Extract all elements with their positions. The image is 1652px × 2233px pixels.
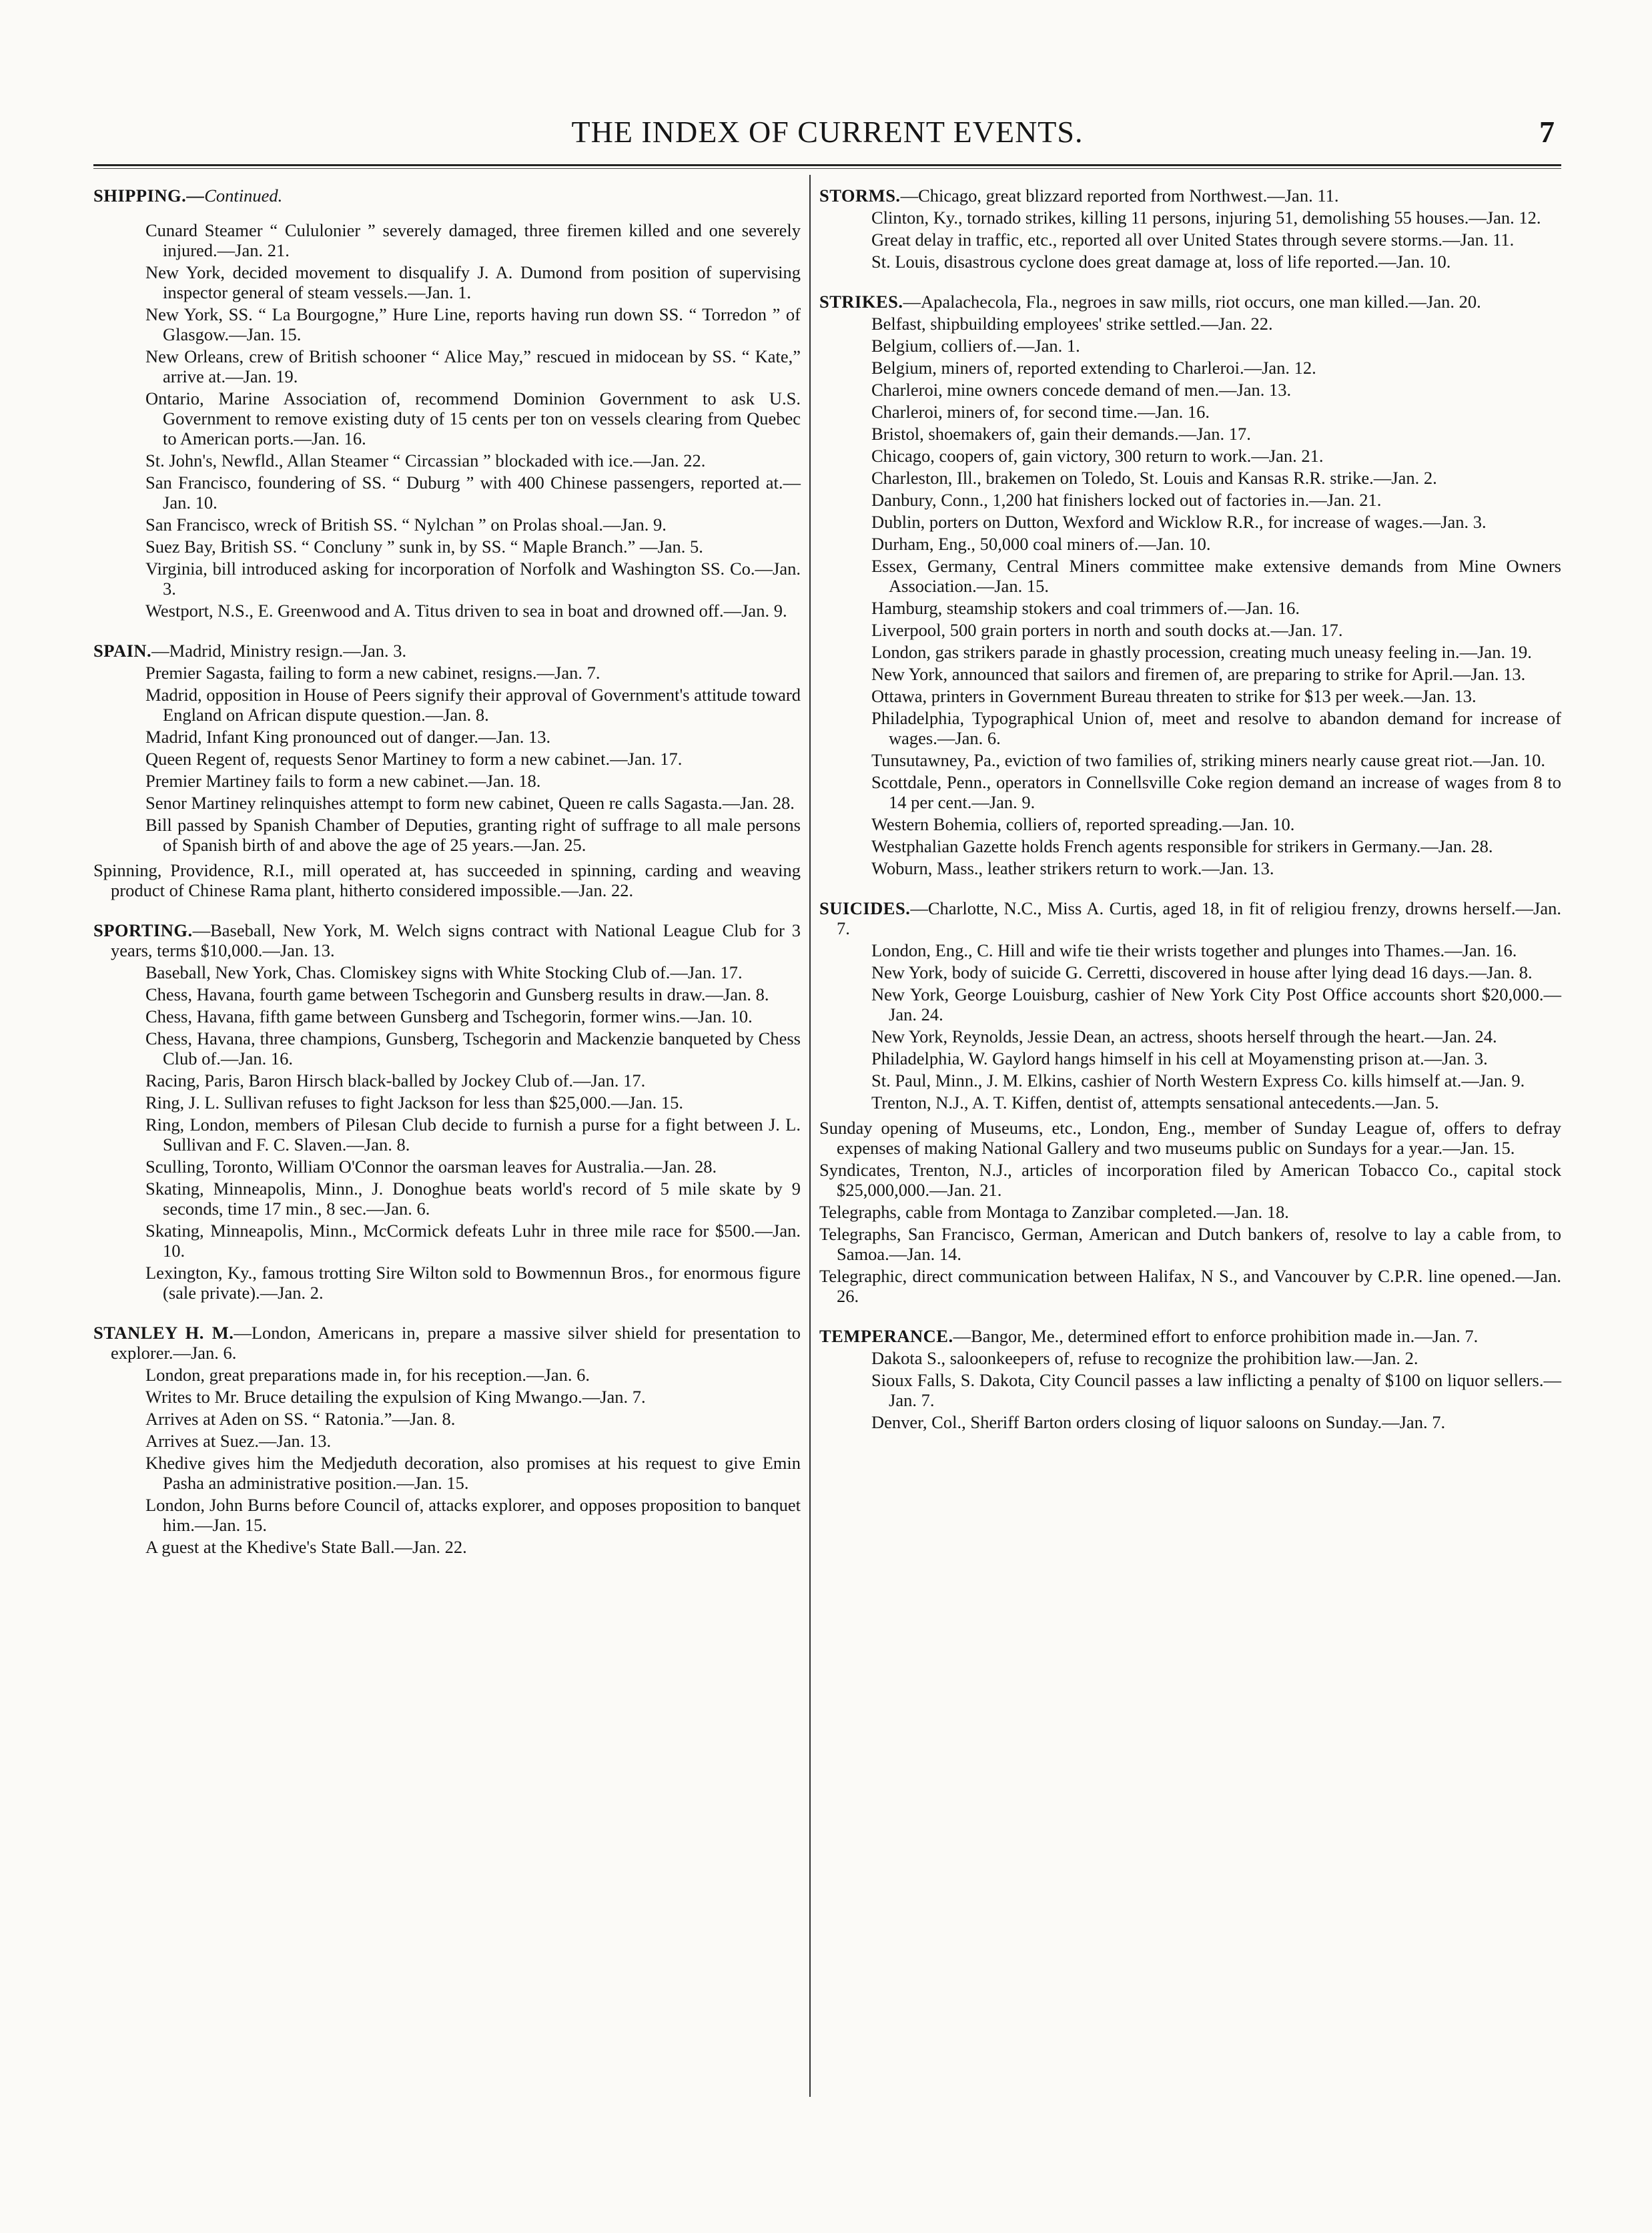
- section-heading: [819, 898, 1561, 938]
- index-entry: Bristol, shoemakers of, gain their demands.—Jan. 17.: [871, 424, 1251, 444]
- index-entry: Skating, Minneapolis, Minn., J. Donoghue beats world's record of 5 mile skate by 9 seconds, time 17 min., 8 sec.—Jan. 6.: [145, 1179, 801, 1219]
- index-entry: New York, Reynolds, Jessie Dean, an actress, shoots herself through the heart.—Jan. 24.: [871, 1026, 1497, 1046]
- heading-text: —Apalachecola, Fla., negroes in saw mills, riot occurs, one man killed.—Jan. 20.: [903, 292, 1481, 312]
- index-entry: Queen Regent of, requests Senor Martiney to form a new cabinet.—Jan. 17.: [145, 749, 683, 769]
- index-entry: Philadelphia, Typographical Union of, meet and resolve to abandon demand for increase of wages.—Jan. 6.: [871, 708, 1561, 748]
- index-entry: Great delay in traffic, etc., reported all over United States through severe storms.—Jan. 11.: [871, 230, 1515, 250]
- index-entry: Writes to Mr. Bruce detailing the expulsion of King Mwango.—Jan. 7.: [145, 1387, 646, 1407]
- index-entry: Chess, Havana, fourth game between Tschegorin and Gunsberg results in draw.—Jan. 8.: [145, 984, 769, 1004]
- index-entry: Denver, Col., Sheriff Barton orders closing of liquor saloons on Sunday.—Jan. 7.: [871, 1412, 1446, 1432]
- index-entry: Baseball, New York, Chas. Clomiskey signs with White Stocking Club of.—Jan. 17.: [145, 962, 743, 982]
- index-entry: Suez Bay, British SS. “ Concluny ” sunk in, by SS. “ Maple Branch.” —Jan. 5.: [145, 537, 703, 557]
- section-strikes: [819, 292, 1561, 878]
- index-entry: Charleroi, mine owners concede demand of men.—Jan. 13.: [871, 380, 1292, 400]
- heading-text: —Charlotte, N.C., Miss A. Curtis, aged 18, in fit of religiou frenzy, drowns herself.—Jan. 7.: [837, 898, 1561, 938]
- index-entry: Westphalian Gazette holds French agents responsible for strikers in Germany.—Jan. 28.: [871, 836, 1493, 856]
- index-entry: Woburn, Mass., leather strikers return to work.—Jan. 13.: [871, 858, 1274, 878]
- section-shipping: [93, 186, 801, 621]
- index-entry: San Francisco, wreck of British SS. “ Nylchan ” on Prolas shoal.—Jan. 9.: [145, 515, 667, 535]
- index-entry: Danbury, Conn., 1,200 hat finishers locked out of factories in.—Jan. 21.: [871, 490, 1382, 510]
- section-heading: [93, 186, 801, 206]
- page-header: [93, 112, 1561, 152]
- index-entry: Westport, N.S., E. Greenwood and A. Titus driven to sea in boat and drowned off.—Jan. 9.: [145, 601, 787, 621]
- section-storms: [819, 186, 1561, 272]
- index-entry: Charleroi, miners of, for second time.—Jan. 16.: [871, 402, 1210, 422]
- index-entry: St. John's, Newfld., Allan Steamer “ Circassian ” blockaded with ice.—Jan. 22.: [145, 450, 706, 470]
- index-entry: New York, George Louisburg, cashier of New York City Post Office accounts short $20,000.—Jan. 24.: [871, 984, 1561, 1024]
- index-entry: London, great preparations made in, for his reception.—Jan. 6.: [145, 1365, 590, 1385]
- index-entry: Madrid, Infant King pronounced out of danger.—Jan. 13.: [145, 727, 551, 747]
- index-entry: London, gas strikers parade in ghastly procession, creating much uneasy feeling in.—Jan. 19.: [871, 642, 1532, 662]
- column-divider: [809, 175, 811, 2097]
- index-entry: Dublin, porters on Dutton, Wexford and Wicklow R.R., for increase of wages.—Jan. 3.: [871, 512, 1487, 532]
- index-entry: Belfast, shipbuilding employees' strike settled.—Jan. 22.: [871, 314, 1273, 334]
- heading-text: —Chicago, great blizzard reported from Northwest.—Jan. 11.: [900, 186, 1339, 206]
- heading-label: STORMS.: [819, 186, 901, 206]
- index-entry: St. Paul, Minn., J. M. Elkins, cashier of North Western Express Co. kills himself at.—Jan. 9.: [871, 1070, 1525, 1090]
- index-entry: Ontario, Marine Association of, recommend Dominion Government to ask U.S. Government to remove existing duty of 15 cents per ton on vessels clearing from Quebec to American ports.—Jan. 16.: [145, 388, 801, 448]
- index-entry-telegraphs: Telegraphs, San Francisco, German, American and Dutch bankers of, resolve to lay a cable from, to Samoa.—Jan. 14.: [819, 1224, 1561, 1264]
- index-entry: Madrid, opposition in House of Peers signify their approval of Government's attitude toward England on African dispute question.—Jan. 8.: [145, 685, 801, 725]
- index-entry: Sculling, Toronto, William O'Connor the oarsman leaves for Australia.—Jan. 28.: [145, 1157, 717, 1177]
- index-entry: Belgium, colliers of.—Jan. 1.: [871, 336, 1080, 356]
- heading-label: STRIKES.: [819, 292, 903, 312]
- heading-label: SPAIN.: [93, 641, 152, 661]
- index-entry: Chicago, coopers of, gain victory, 300 return to work.—Jan. 21.: [871, 446, 1324, 466]
- left-column: [93, 186, 801, 1577]
- section-heading: [819, 1326, 1561, 1346]
- index-entry: Premier Martiney fails to form a new cabinet.—Jan. 18.: [145, 771, 541, 791]
- index-entry: Senor Martiney relinquishes attempt to form new cabinet, Queen re calls Sagasta.—Jan. 28.: [145, 793, 795, 813]
- index-entry: Ottawa, printers in Government Bureau threaten to strike for $13 per week.—Jan. 13.: [871, 686, 1477, 706]
- section-heading: [93, 1323, 801, 1363]
- index-entry: Scottdale, Penn., operators in Connellsville Coke region demand an increase of wages from 8 to 14 per cent.—Jan. 9.: [871, 772, 1561, 812]
- index-entry: Charleston, Ill., brakemen on Toledo, St. Louis and Kansas R.R. strike.—Jan. 2.: [871, 468, 1437, 488]
- index-entry: Chess, Havana, fifth game between Gunsberg and Tschegorin, former wins.—Jan. 10.: [145, 1006, 753, 1026]
- index-entry: New York, body of suicide G. Cerretti, discovered in house after lying dead 16 days.—Jan. 8.: [871, 962, 1533, 982]
- heading-label: TEMPERANCE.: [819, 1326, 953, 1346]
- index-entry: Sioux Falls, S. Dakota, City Council passes a law inflicting a penalty of $100 on liquor sellers.—Jan. 7.: [871, 1370, 1561, 1410]
- index-entry: Premier Sagasta, failing to form a new cabinet, resigns.—Jan. 7.: [145, 663, 600, 683]
- index-entry-telegraphs: Telegraphs, cable from Montaga to Zanzibar completed.—Jan. 18.: [819, 1202, 1289, 1222]
- index-entry: Ring, J. L. Sullivan refuses to fight Jackson for less than $25,000.—Jan. 15.: [145, 1092, 683, 1112]
- index-entry: Trenton, N.J., A. T. Kiffen, dentist of, attempts sensational antecedents.—Jan. 5.: [871, 1092, 1439, 1112]
- heading-label: SHIPPING.—: [93, 186, 205, 206]
- index-entry: Belgium, miners of, reported extending to Charleroi.—Jan. 12.: [871, 358, 1316, 378]
- index-entry: London, Eng., C. Hill and wife tie their wrists together and plunges into Thames.—Jan. 16.: [871, 940, 1517, 960]
- index-entry: New Orleans, crew of British schooner “ Alice May,” rescued in midocean by SS. “ Kate,” arrive at.—Jan. 19.: [145, 346, 801, 386]
- section-sporting: [93, 920, 801, 1303]
- heading-label: SUICIDES.: [819, 898, 911, 918]
- index-entry: Arrives at Aden on SS. “ Ratonia.”—Jan. 8.: [145, 1409, 456, 1429]
- header-rule: [93, 164, 1561, 166]
- index-entry: Ring, London, members of Pilesan Club decide to furnish a purse for a fight between J. L. Sullivan and F. C. Slaven.—Jan. 8.: [145, 1114, 801, 1155]
- index-entry-sunday-opening: Sunday opening of Museums, etc., London, Eng., member of Sunday League of, offers to defray expenses of making National Gallery and two museums public on Sundays for a year.—Jan. 15.: [819, 1118, 1561, 1158]
- heading-text: —Bangor, Me., determined effort to enforce prohibition made in.—Jan. 7.: [953, 1326, 1479, 1346]
- index-entry: Cunard Steamer “ Cululonier ” severely damaged, three firemen killed and one severely injured.—Jan. 21.: [145, 220, 801, 260]
- index-entry: Virginia, bill introduced asking for incorporation of Norfolk and Washington SS. Co.—Jan. 3.: [145, 559, 801, 599]
- index-entry: St. Louis, disastrous cyclone does great damage at, loss of life reported.—Jan. 10.: [871, 252, 1451, 272]
- index-entry: Lexington, Ky., famous trotting Sire Wilton sold to Bowmennun Bros., for enormous figure (sale private).—Jan. 2.: [145, 1263, 801, 1303]
- section-heading: [819, 292, 1561, 312]
- continued-label: Continued.: [204, 186, 283, 206]
- section-heading: [819, 186, 1561, 206]
- index-entry: Clinton, Ky., tornado strikes, killing 11 persons, injuring 51, demolishing 55 houses.—Jan. 12.: [871, 208, 1541, 228]
- index-entry: Bill passed by Spanish Chamber of Deputies, granting right of suffrage to all male persons of Spanish birth of and above the age of 25 years.—Jan. 25.: [145, 815, 801, 855]
- index-entry: A guest at the Khedive's State Ball.—Jan. 22.: [145, 1537, 467, 1557]
- page-number: 7: [1539, 115, 1555, 149]
- heading-label: SPORTING.: [93, 920, 193, 940]
- section-temperance: [819, 1326, 1561, 1432]
- index-entry: London, John Burns before Council of, attacks explorer, and opposes proposition to banquet him.—Jan. 15.: [145, 1495, 801, 1535]
- index-entry-spinning: Spinning, Providence, R.I., mill operated at, has succeeded in spinning, carding and weaving product of Chinese Rama plant, hitherto considered impossible.—Jan. 22.: [93, 860, 801, 900]
- index-entry: Arrives at Suez.—Jan. 13.: [145, 1431, 332, 1451]
- heading-text: —Baseball, New York, M. Welch signs contract with National League Club for 3 years, terms $10,000.—Jan. 13.: [111, 920, 801, 960]
- header-rule-thin: [93, 168, 1561, 169]
- index-entry-telegraphic: Telegraphic, direct communication between Halifax, N S., and Vancouver by C.P.R. line opened.—Jan. 26.: [819, 1266, 1561, 1306]
- index-entry: Liverpool, 500 grain porters in north and south docks at.—Jan. 17.: [871, 620, 1343, 640]
- index-entry: Hamburg, steamship stokers and coal trimmers of.—Jan. 16.: [871, 598, 1300, 618]
- section-heading: [93, 920, 801, 960]
- index-entry: Tunsutawney, Pa., eviction of two families of, striking miners nearly cause great riot.—Jan. 10.: [871, 750, 1545, 770]
- heading-label: STANLEY H. M.: [93, 1323, 234, 1343]
- index-entry: New York, announced that sailors and firemen of, are preparing to strike for April.—Jan. 13.: [871, 664, 1526, 684]
- page-title: THE INDEX OF CURRENT EVENTS.: [571, 115, 1084, 149]
- heading-text: —Madrid, Ministry resign.—Jan. 3.: [151, 641, 407, 661]
- index-entry-syndicates: Syndicates, Trenton, N.J., articles of incorporation filed by American Tobacco Co., capital stock $25,000,000.—Jan. 21.: [819, 1160, 1561, 1200]
- index-entry: Philadelphia, W. Gaylord hangs himself in his cell at Moyamensting prison at.—Jan. 3.: [871, 1048, 1488, 1068]
- section-suicides: [819, 898, 1561, 1112]
- index-entry: New York, decided movement to disqualify J. A. Dumond from position of supervising inspector general of steam vessels.—Jan. 1.: [145, 262, 801, 302]
- right-column: [819, 186, 1561, 1452]
- index-entry: Chess, Havana, three champions, Gunsberg, Tschegorin and Mackenzie banqueted by Chess Club of.—Jan. 16.: [145, 1028, 801, 1068]
- index-entry: Khedive gives him the Medjeduth decoration, also promises at his request to give Emin Pasha an administrative position.—Jan. 15.: [145, 1453, 801, 1493]
- section-heading: [93, 641, 801, 661]
- index-entry: Dakota S., saloonkeepers of, refuse to recognize the prohibition law.—Jan. 2.: [871, 1348, 1418, 1368]
- section-stanley: [93, 1323, 801, 1557]
- index-entry: Skating, Minneapolis, Minn., McCormick defeats Luhr in three mile race for $500.—Jan. 10.: [145, 1221, 801, 1261]
- index-entry: Western Bohemia, colliers of, reported spreading.—Jan. 10.: [871, 814, 1295, 834]
- index-entry: San Francisco, foundering of SS. “ Duburg ” with 400 Chinese passengers, reported at.—Jan. 10.: [145, 472, 801, 513]
- section-spain: [93, 641, 801, 855]
- index-entry: New York, SS. “ La Bourgogne,” Hure Line, reports having run down SS. “ Torredon ” of Glasgow.—Jan. 15.: [145, 304, 801, 344]
- heading-text: —London, Americans in, prepare a massive silver shield for presentation to explorer.—Jan. 6.: [111, 1323, 801, 1363]
- index-entry: Racing, Paris, Baron Hirsch black-balled by Jockey Club of.—Jan. 17.: [145, 1070, 646, 1090]
- index-entry: Durham, Eng., 50,000 coal miners of.—Jan. 10.: [871, 534, 1211, 554]
- index-entry: Essex, Germany, Central Miners committee make extensive demands from Mine Owners Association.—Jan. 15.: [871, 556, 1561, 596]
